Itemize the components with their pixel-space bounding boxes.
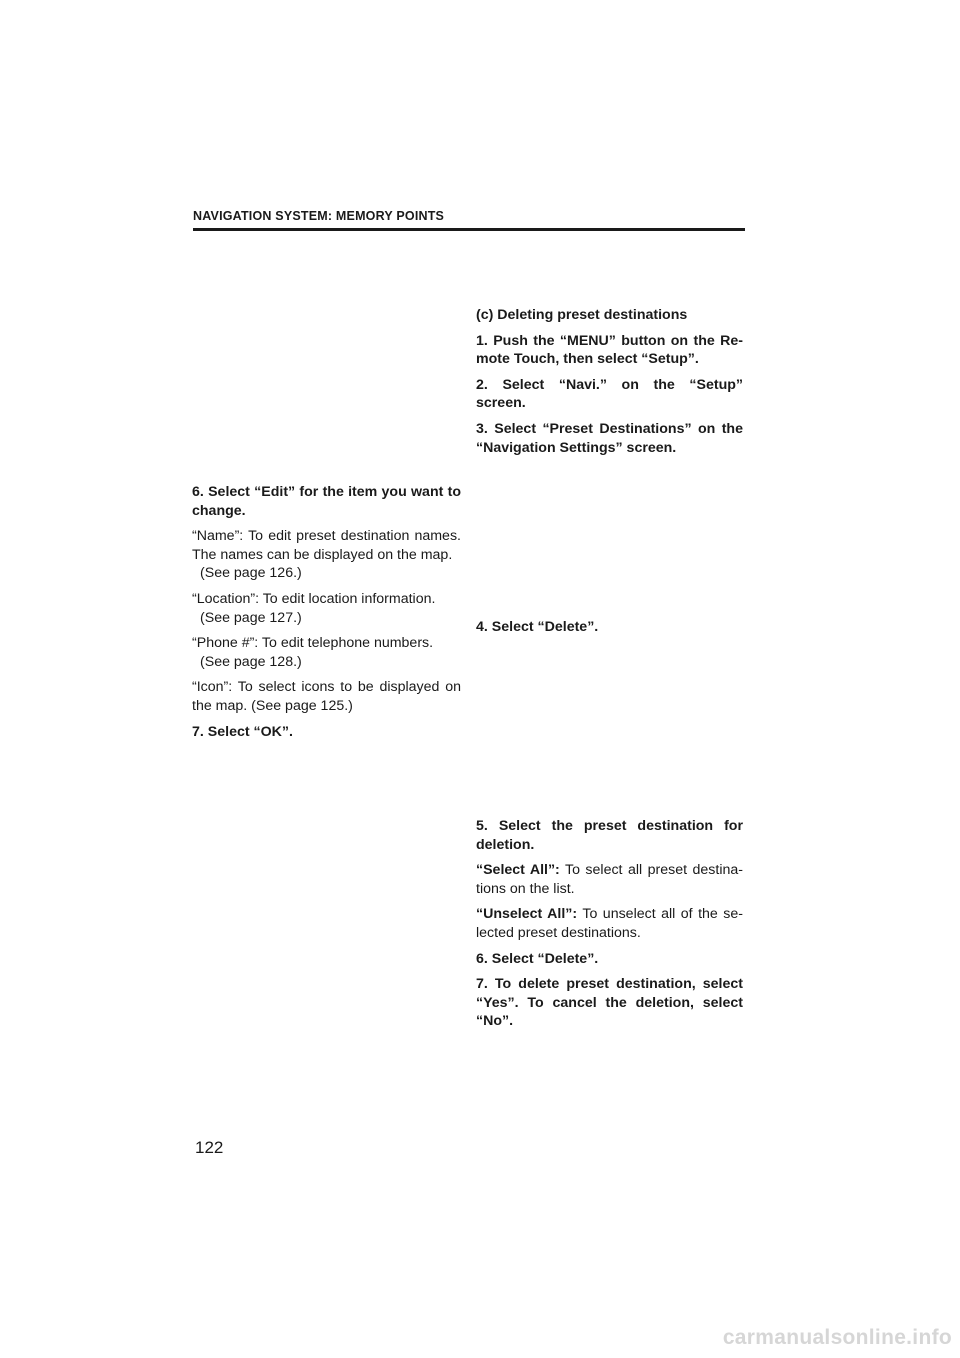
- left-column: [192, 483, 461, 748]
- right-step-2: 2. Select “Navi.” on the “Setup” screen.: [476, 376, 743, 412]
- name-option-ref: (See page 126.): [200, 565, 302, 582]
- select-all-text: To select all preset destina- tions on the list.: [476, 862, 743, 897]
- left-step-6: 6. Select “Edit” for the item you want to change.: [192, 484, 461, 519]
- header-rule: [193, 228, 745, 231]
- location-option: [192, 590, 461, 627]
- phone-option-text: “Phone #”: To edit telephone numbers.: [192, 635, 434, 652]
- name-option-text: “Name”: To edit preset destination names. The names can be displayed on the map.: [192, 528, 461, 563]
- select-all-label: “Select All”:: [476, 862, 560, 879]
- right-column-middle: [476, 618, 743, 644]
- location-option-text: “Location”: To edit location information.: [192, 590, 436, 607]
- name-option: [192, 527, 461, 583]
- right-step-1: 1. Push the “MENU” button on the Re- mote Touch, then select “Setup”.: [476, 332, 743, 368]
- watermark: carmanualsonline.info: [722, 1326, 952, 1349]
- phone-option-ref: (See page 128.): [200, 653, 302, 670]
- select-all-option: [476, 861, 743, 898]
- section-title: (c) Deleting preset destinations: [476, 307, 688, 323]
- right-step-3: 3. Select “Preset Destinations” on the “Navigation Settings” screen.: [476, 420, 743, 456]
- section-header: NAVIGATION SYSTEM: MEMORY POINTS: [193, 209, 445, 223]
- right-step-5: 5. Select the preset destination for deletion.: [476, 818, 743, 853]
- left-step-7: 7. Select “OK”.: [192, 723, 293, 740]
- unselect-all-option: [476, 905, 743, 942]
- phone-option: [192, 634, 461, 671]
- unselect-all-label: “Unselect All”:: [476, 906, 578, 923]
- right-step-7: 7. To delete preset destination, select “Yes”. To cancel the deletion, select “No”.: [476, 976, 743, 1030]
- right-step-6: 6. Select “Delete”.: [476, 950, 599, 967]
- right-step-4: 4. Select “Delete”.: [476, 619, 599, 635]
- right-column-bottom: [476, 817, 743, 1038]
- location-option-ref: (See page 127.): [200, 609, 302, 626]
- page-number: 122: [195, 1138, 224, 1157]
- right-column-top: [476, 306, 743, 464]
- unselect-all-text: To unselect all of the se- lected preset destinations.: [476, 906, 743, 941]
- icon-option: “Icon”: To select icons to be displayed on the map. (See page 125.): [192, 679, 461, 714]
